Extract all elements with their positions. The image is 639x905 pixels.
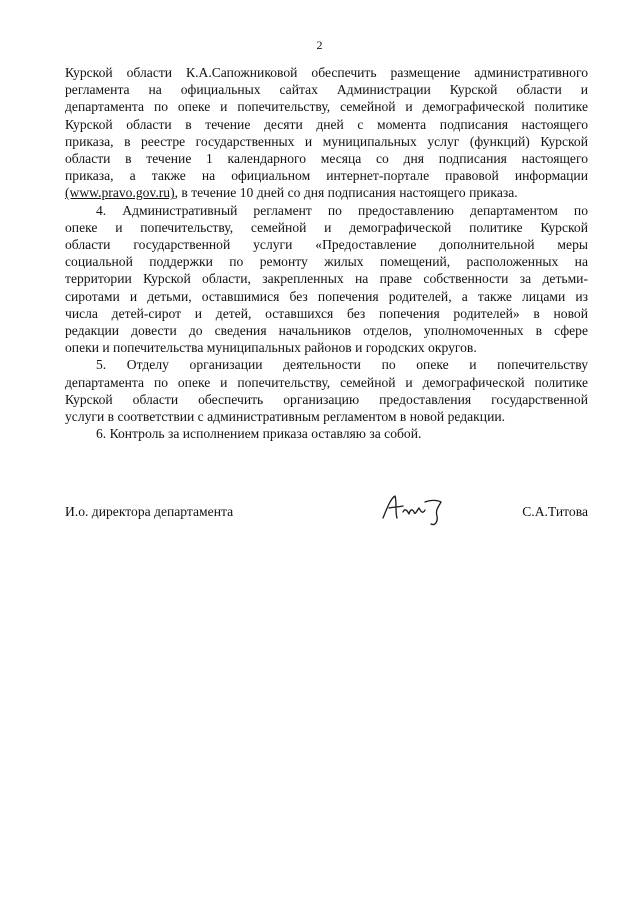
text-line: территории Курской области, закрепленных на праве собственности за детьми-: [65, 271, 588, 287]
paragraph-4: [65, 202, 588, 357]
text-line: 4. Административный регламент по предоставлению департаментом по: [96, 202, 588, 218]
text-line: Курской области в течение десяти дней с момента подписания настоящего: [65, 116, 588, 132]
text-line: опеки и попечительства муниципальных районов и городских округов.: [65, 340, 477, 356]
paragraph-5: [65, 356, 588, 425]
text-line: социальной поддержки по ремонту жилых помещений, расположенных на: [65, 254, 588, 270]
text-line: [65, 184, 588, 201]
signatory-name: С.А.Титова: [522, 504, 588, 519]
signatory-position: И.о. директора департамента: [65, 504, 234, 519]
paragraph-3-continuation: [65, 64, 588, 202]
text-line: приказа, в реестре государственных и муниципальных услуг (функций) Курской: [65, 133, 588, 149]
paragraph-6: [65, 425, 588, 442]
text-line: Курской области обеспечить организацию предоставления государственной: [65, 391, 588, 407]
page-number: 2: [316, 38, 323, 52]
text-line: департамента по опеке и попечительству, семейной и демографической политике: [65, 374, 588, 390]
text-line: приказа, а также на официальном интернет-портале правовой информации: [65, 168, 588, 184]
text-fragment: , в течение 10 дней со дня подписания настоящего приказа.: [174, 185, 518, 201]
text-line: регламента на официальных сайтах Администрации Курской области и: [65, 82, 588, 98]
text-line: департамента по опеке и попечительству, семейной и демографической политике: [65, 99, 588, 115]
text-line: 6. Контроль за исполнением приказа оставляю за собой.: [96, 426, 422, 442]
document-body: [65, 64, 588, 442]
text-line: числа детей-сирот и детей, оставшихся без попечения родителей» в новой: [65, 305, 588, 321]
handwritten-signature: [377, 488, 457, 528]
text-line: области в течение 1 календарного месяца со дня подписания настоящего: [65, 151, 588, 167]
text-line: опеке и попечительству, семейной и демографической политике Курской: [65, 219, 588, 235]
signature-block: [65, 500, 588, 540]
text-line: редакции довести до сведения начальников отделов, уполномоченных в сфере: [65, 323, 588, 339]
text-line: сиротами и детьми, оставшимися без попечения родителей, а также лицами из: [65, 288, 588, 304]
text-line: 5. Отделу организации деятельности по опеке и попечительству: [96, 357, 588, 373]
text-line: услуги в соответствии с административным регламентом в новой редакции.: [65, 409, 506, 425]
text-line: Курской области К.А.Сапожниковой обеспечить размещение административного: [65, 65, 588, 80]
pravo-gov-link[interactable]: (www.pravo.gov.ru): [65, 185, 175, 201]
text-line: области государственной услуги «Предоставление дополнительной меры: [65, 237, 588, 253]
